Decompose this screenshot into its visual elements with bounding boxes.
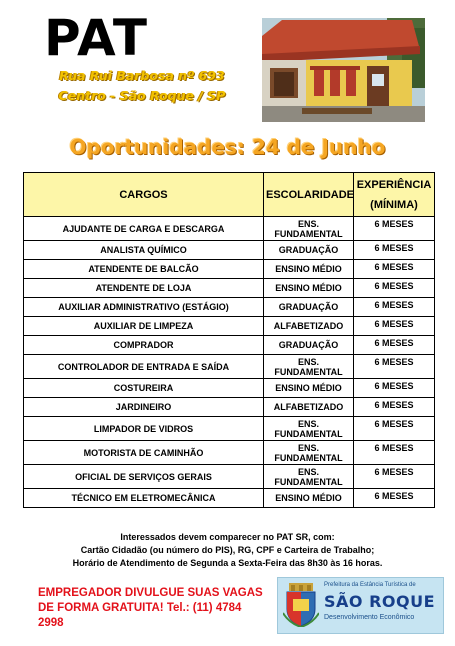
cell-cargo: JARDINEIRO	[24, 398, 264, 417]
table-row	[24, 398, 435, 417]
cell-cargo: AUXILIAR ADMINISTRATIVO (ESTÁGIO)	[24, 298, 264, 317]
promo-line-1: EMPREGADOR DIVULGUE SUAS VAGAS	[38, 587, 263, 599]
cell-experiencia: 6 MESES	[354, 417, 435, 441]
cell-escolaridade: ALFABETIZADO	[264, 398, 354, 417]
footer-line-1: Interessados devem comparecer no PAT SR, com:	[120, 532, 335, 542]
table-row	[24, 379, 435, 398]
cell-cargo: ATENDENTE DE LOJA	[24, 279, 264, 298]
jobs-table	[23, 172, 435, 508]
cell-experiencia: 6 MESES	[354, 260, 435, 279]
cell-escolaridade: ENSINO MÉDIO	[264, 279, 354, 298]
cell-escolaridade: ALFABETIZADO	[264, 317, 354, 336]
table-row	[24, 279, 435, 298]
cell-escolaridade: ENSINO MÉDIO	[264, 489, 354, 508]
cell-escolaridade: ENSINO MÉDIO	[264, 379, 354, 398]
address-line-2: Centro - São Roque / SP	[58, 88, 226, 103]
cell-cargo: ATENDENTE DE BALCÃO	[24, 260, 264, 279]
header-experiencia-line1: EXPERIÊNCIA	[356, 178, 432, 191]
table-row	[24, 355, 435, 379]
address-line-1: Rua Rui Barbosa nº 693	[59, 68, 225, 83]
cell-escolaridade: ENS. FUNDAMENTAL	[264, 355, 354, 379]
cell-cargo: AJUDANTE DE CARGA E DESCARGA	[24, 217, 264, 241]
cell-cargo: COMPRADOR	[24, 336, 264, 355]
cell-escolaridade: ENS. FUNDAMENTAL	[264, 441, 354, 465]
cell-escolaridade: ENS. FUNDAMENTAL	[264, 217, 354, 241]
cell-cargo: OFICIAL DE SERVIÇOS GERAIS	[24, 465, 264, 489]
cell-escolaridade: ENS. FUNDAMENTAL	[264, 465, 354, 489]
cell-experiencia: 6 MESES	[354, 241, 435, 260]
city-crest-icon	[283, 583, 319, 627]
cell-experiencia: 6 MESES	[354, 336, 435, 355]
brand-logo: PAT	[44, 9, 148, 67]
table-row	[24, 317, 435, 336]
headline: Oportunidades: 24 de Junho	[69, 135, 386, 159]
cell-cargo: ANALISTA QUÍMICO	[24, 241, 264, 260]
cell-experiencia: 6 MESES	[354, 489, 435, 508]
cell-experiencia: 6 MESES	[354, 298, 435, 317]
cell-experiencia: 6 MESES	[354, 398, 435, 417]
header-experiencia-line2: (MÍNIMA)	[370, 198, 418, 211]
header-experiencia	[354, 173, 435, 217]
cell-cargo: AUXILIAR DE LIMPEZA	[24, 317, 264, 336]
badge-city: SÃO ROQUE	[324, 592, 436, 611]
cell-cargo: CONTROLADOR DE ENTRADA E SAÍDA	[24, 355, 264, 379]
header-escolaridade: ESCOLARIDADE	[264, 173, 354, 217]
cell-cargo: COSTUREIRA	[24, 379, 264, 398]
table-row	[24, 441, 435, 465]
cell-cargo: MOTORISTA DE CAMINHÃO	[24, 441, 264, 465]
table-row	[24, 465, 435, 489]
cell-escolaridade: GRADUAÇÃO	[264, 298, 354, 317]
promo-line-2: DE FORMA GRATUITA! Tel.: (11) 4784 2998	[38, 602, 242, 629]
cell-experiencia: 6 MESES	[354, 379, 435, 398]
footer-line-3: Horário de Atendimento de Segunda a Sexta-Feira das 8h30 às 16 horas.	[72, 558, 383, 568]
table-row	[24, 217, 435, 241]
cell-experiencia: 6 MESES	[354, 465, 435, 489]
cell-escolaridade: ENS. FUNDAMENTAL	[264, 417, 354, 441]
cell-experiencia: 6 MESES	[354, 317, 435, 336]
badge-prefeitura: Prefeitura da Estância Turística de	[324, 582, 416, 588]
table-row	[24, 241, 435, 260]
table-row	[24, 489, 435, 508]
cell-experiencia: 6 MESES	[354, 217, 435, 241]
cell-cargo: TÉCNICO EM ELETROMECÂNICA	[24, 489, 264, 508]
cell-experiencia: 6 MESES	[354, 355, 435, 379]
badge-dept: Desenvolvimento Econômico	[324, 614, 415, 621]
header-cargos: CARGOS	[24, 173, 264, 217]
cell-escolaridade: GRADUAÇÃO	[264, 241, 354, 260]
table-header-row	[24, 173, 435, 217]
cell-experiencia: 6 MESES	[354, 441, 435, 465]
cell-experiencia: 6 MESES	[354, 279, 435, 298]
table-row	[24, 260, 435, 279]
cell-escolaridade: GRADUAÇÃO	[264, 336, 354, 355]
sao-roque-badge	[277, 577, 444, 634]
cell-cargo: LIMPADOR DE VIDROS	[24, 417, 264, 441]
building-photo	[262, 18, 425, 122]
table-row	[24, 417, 435, 441]
cell-escolaridade: ENSINO MÉDIO	[264, 260, 354, 279]
promo-text	[38, 586, 270, 631]
table-row	[24, 336, 435, 355]
table-row	[24, 298, 435, 317]
footer-line-2: Cartão Cidadão (ou número do PIS), RG, CPF e Carteira de Trabalho;	[80, 545, 375, 555]
